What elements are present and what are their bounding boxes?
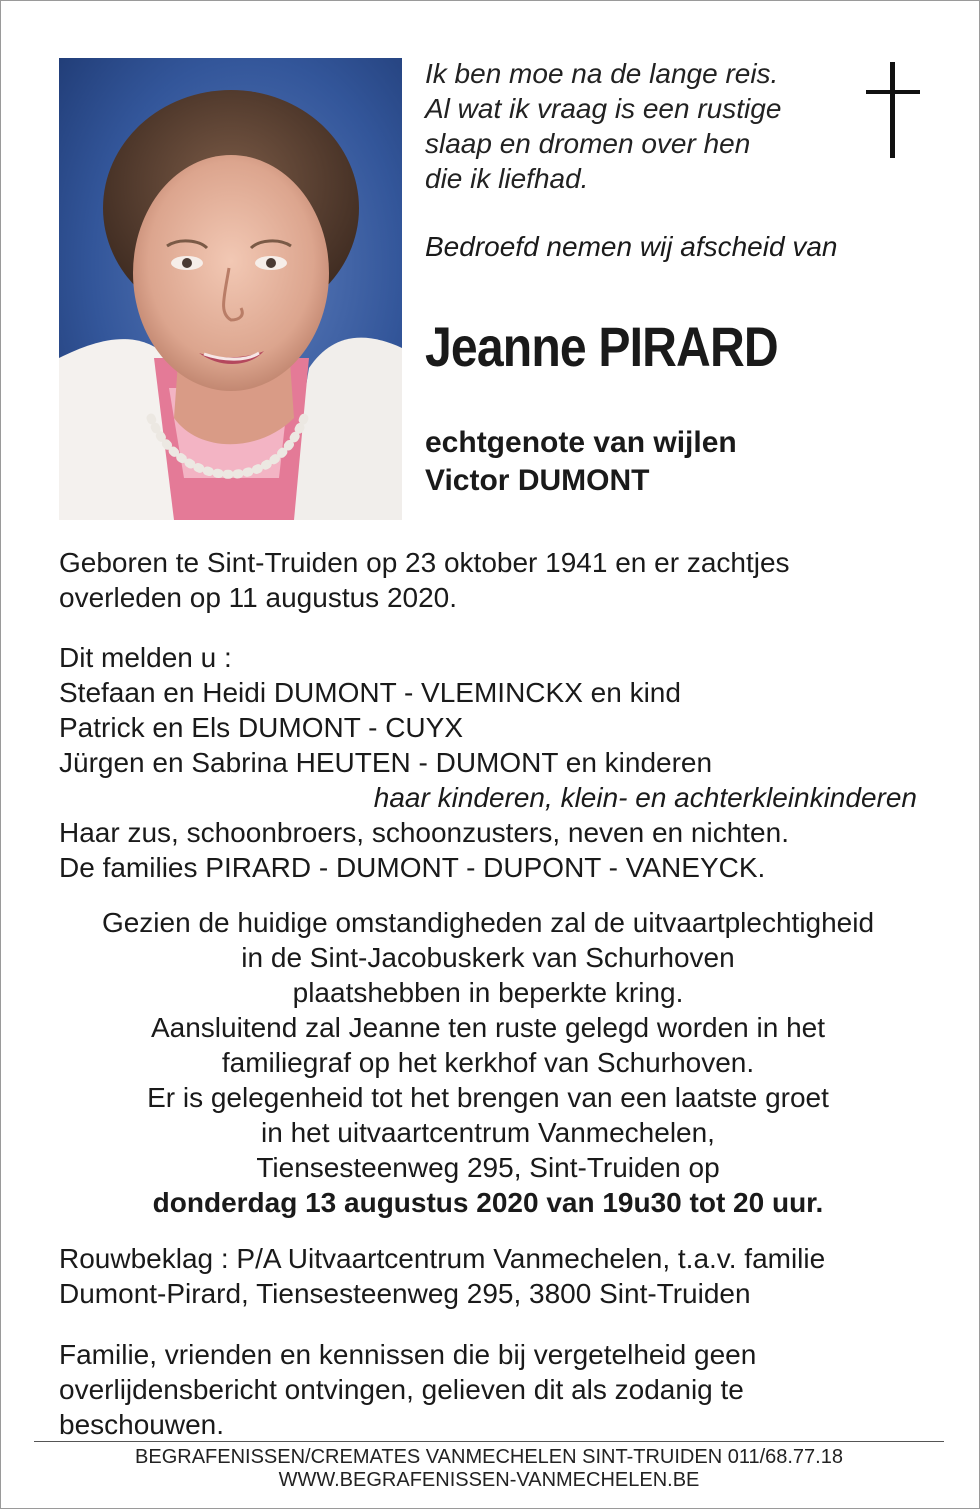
- family-member-line: Patrick en Els DUMONT - CUYX: [59, 712, 463, 743]
- ceremony-line: plaatshebben in beperkte kring.: [292, 977, 684, 1008]
- footer-divider: [34, 1441, 944, 1442]
- funeral-home-website: WWW.BEGRAFENISSEN-VANMECHELEN.BE: [278, 1469, 700, 1491]
- ceremony-line: Er is gelegenheid tot het brengen van een laatste groet: [147, 1082, 829, 1113]
- ceremony-line: Aansluitend zal Jeanne ten ruste gelegd worden in het: [150, 1012, 826, 1043]
- footer: [34, 1446, 944, 1492]
- death-line: overleden op 11 augustus 2020.: [59, 582, 458, 613]
- family-member-line: Jürgen en Sabrina HEUTEN - DUMONT en kinderen: [59, 747, 713, 778]
- condolences-line: Rouwbeklag : P/A Uitvaartcentrum Vanmechelen, t.a.v. familie: [59, 1243, 826, 1274]
- grandchildren-line: haar kinderen, klein- en achterkleinkinderen: [373, 782, 917, 813]
- poem-line: Ik ben moe na de lange reis.: [425, 58, 779, 89]
- spouse-name: Victor DUMONT: [425, 464, 650, 497]
- notice-line: overlijdensbericht ontvingen, gelieven dit als zodanig te: [59, 1374, 744, 1405]
- birth-death-info: [59, 545, 790, 615]
- condolences-line: Dumont-Pirard, Tiensesteenweg 295, 3800 Sint-Truiden: [59, 1278, 751, 1309]
- funeral-home-contact: BEGRAFENISSEN/CREMATES VANMECHELEN SINT-TRUIDEN 011/68.77.18: [135, 1446, 843, 1468]
- poem-line: Al wat ik vraag is een rustige: [425, 93, 782, 124]
- notice-line: beschouwen.: [59, 1409, 225, 1440]
- ceremony-line: Tiensesteenweg 295, Sint-Truiden op: [256, 1152, 720, 1183]
- birth-line: Geboren te Sint-Truiden op 23 oktober 1941 en er zachtjes: [59, 547, 790, 578]
- visitation-time: donderdag 13 augustus 2020 van 19u30 tot 20 uur.: [152, 1187, 824, 1218]
- notice: [59, 1337, 756, 1442]
- spouse-info: [425, 424, 737, 500]
- poem: [425, 56, 781, 196]
- ceremony-line: familiegraf op het kerkhof van Schurhoven.: [221, 1047, 755, 1078]
- ceremony-line: Gezien de huidige omstandigheden zal de uitvaartplechtigheid: [101, 907, 875, 938]
- poem-line: slaap en dromen over hen: [425, 128, 751, 159]
- condolences-address: [59, 1241, 825, 1311]
- deceased-name: Jeanne PIRARD: [425, 315, 778, 378]
- portrait-photo: [59, 58, 402, 520]
- spouse-line: echtgenote van wijlen: [425, 426, 737, 459]
- relatives-line: Haar zus, schoonbroers, schoonzusters, neven en nichten.: [59, 817, 789, 848]
- family-member-line: Stefaan en Heidi DUMONT - VLEMINCKX en kind: [59, 677, 681, 708]
- family-header: Dit melden u :: [59, 642, 232, 673]
- families-line: De families PIRARD - DUMONT - DUPONT - VANEYCK.: [59, 852, 766, 883]
- ceremony-info: [59, 905, 917, 1220]
- farewell-intro: Bedroefd nemen wij afscheid van: [425, 231, 838, 262]
- family-announcement: [59, 640, 917, 885]
- cross-icon: [866, 62, 920, 158]
- notice-line: Familie, vrienden en kennissen die bij vergetelheid geen: [59, 1339, 757, 1370]
- ceremony-line: in het uitvaartcentrum Vanmechelen,: [261, 1117, 715, 1148]
- poem-line: die ik liefhad.: [425, 163, 589, 194]
- ceremony-line: in de Sint-Jacobuskerk van Schurhoven: [241, 942, 735, 973]
